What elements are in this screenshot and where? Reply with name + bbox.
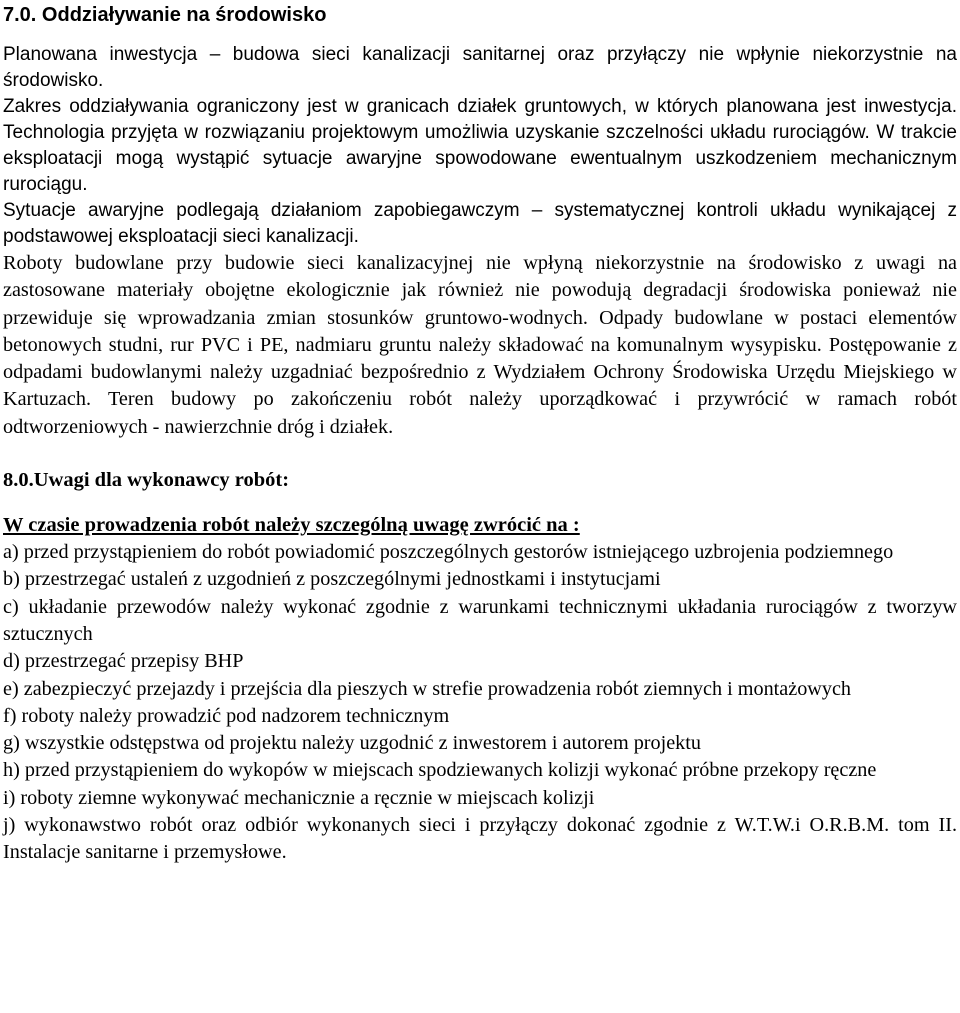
list-item: g) wszystkie odstępstwa od projektu należy uzgodnić z inwestorem i autorem projektu — [3, 732, 701, 755]
section-8-heading: 8.0.Uwagi dla wykonawcy robót: — [3, 469, 290, 492]
list-item: i) roboty ziemne wykonywać mechanicznie a ręcznie w miejscach kolizji — [3, 786, 595, 809]
list-item: d) przestrzegać przepisy BHP — [3, 650, 244, 673]
section-7-heading: 7.0. Oddziaływanie na środowisko — [3, 4, 327, 26]
section-8-subheading: W czasie prowadzenia robót należy szczególną uwagę zwrócić na : — [3, 514, 580, 537]
section-7-body-sans — [3, 42, 957, 250]
list-item: c) układanie przewodów należy wykonać zgodnie z warunkami technicznymi układania rurociągów z tworzyw sztucznych — [3, 595, 957, 645]
list-item: h) przed przystąpieniem do wykopów w miejscach spodziewanych kolizji wykonać próbne przekopy ręczne — [3, 759, 877, 782]
list-item: f) roboty należy prowadzić pod nadzorem technicznym — [3, 704, 450, 727]
section-7-body-serif — [3, 250, 957, 441]
paragraph-investment: Planowana inwestycja – budowa sieci kanalizacji sanitarnej oraz przyłączy nie wpłynie niekorzystnie na środowisko. — [3, 44, 957, 91]
list-item: b) przestrzegać ustaleń z uzgodnień z poszczególnymi jednostkami i instytucjami — [3, 568, 661, 591]
contractor-notes-list — [3, 539, 957, 867]
list-item: e) zabezpieczyć przejazdy i przejścia dla pieszych w strefie prowadzenia robót ziemnych i montażowych — [3, 677, 852, 700]
list-item: a) przed przystąpieniem do robót powiadomić poszczególnych gestorów istniejącego uzbrojenia podziemnego — [3, 541, 894, 564]
paragraph-construction-works: Roboty budowlane przy budowie sieci kanalizacyjnej nie wpłyną niekorzystnie na środowisko z uwagi na zastosowane materiały obojętne ekologicznie jak również nie powodują degradacji środowiska ponieważ nie przewiduje się wprowadzania zmian stosunków gruntowo-wodnych. Odpady budowlane w postaci elementów betonowych studni, rur PVC i PE, nadmiaru gruntu należy składować na komunalnym wysypisku. Postępowanie z odpadami budowlanymi należy uzgadniać bezpośrednio z Wydziałem Ochrony Środowiska Urzędu Miejskiego w Kartuzach. Teren budowy po zakończeniu robót należy uporządkować i przywrócić w ramach robót odtworzeniowych - nawierzchnie dróg i działek. — [3, 252, 957, 438]
list-item: j) wykonawstwo robót oraz odbiór wykonanych sieci i przyłączy dokonać zgodnie z W.T.W.i O.R.B.M. tom II. Instalacje sanitarne i przemysłowe. — [3, 814, 957, 864]
paragraph-emergency: Sytuacje awaryjne podlegają działaniom zapobiegawczym – systematycznej kontroli układu wynikającej z podstawowej eksploatacji sieci kanalizacji. — [3, 200, 957, 247]
paragraph-scope: Zakres oddziaływania ograniczony jest w granicach działek gruntowych, w których planowana jest inwestycja. Technologia przyjęta w rozwiązaniu projektowym umożliwia uzyskanie szczelności układu rurociągów. W trakcie eksploatacji mogą wystąpić sytuacje awaryjne spowodowane ewentualnym uszkodzeniem mechanicznym rurociągu. — [3, 96, 957, 195]
